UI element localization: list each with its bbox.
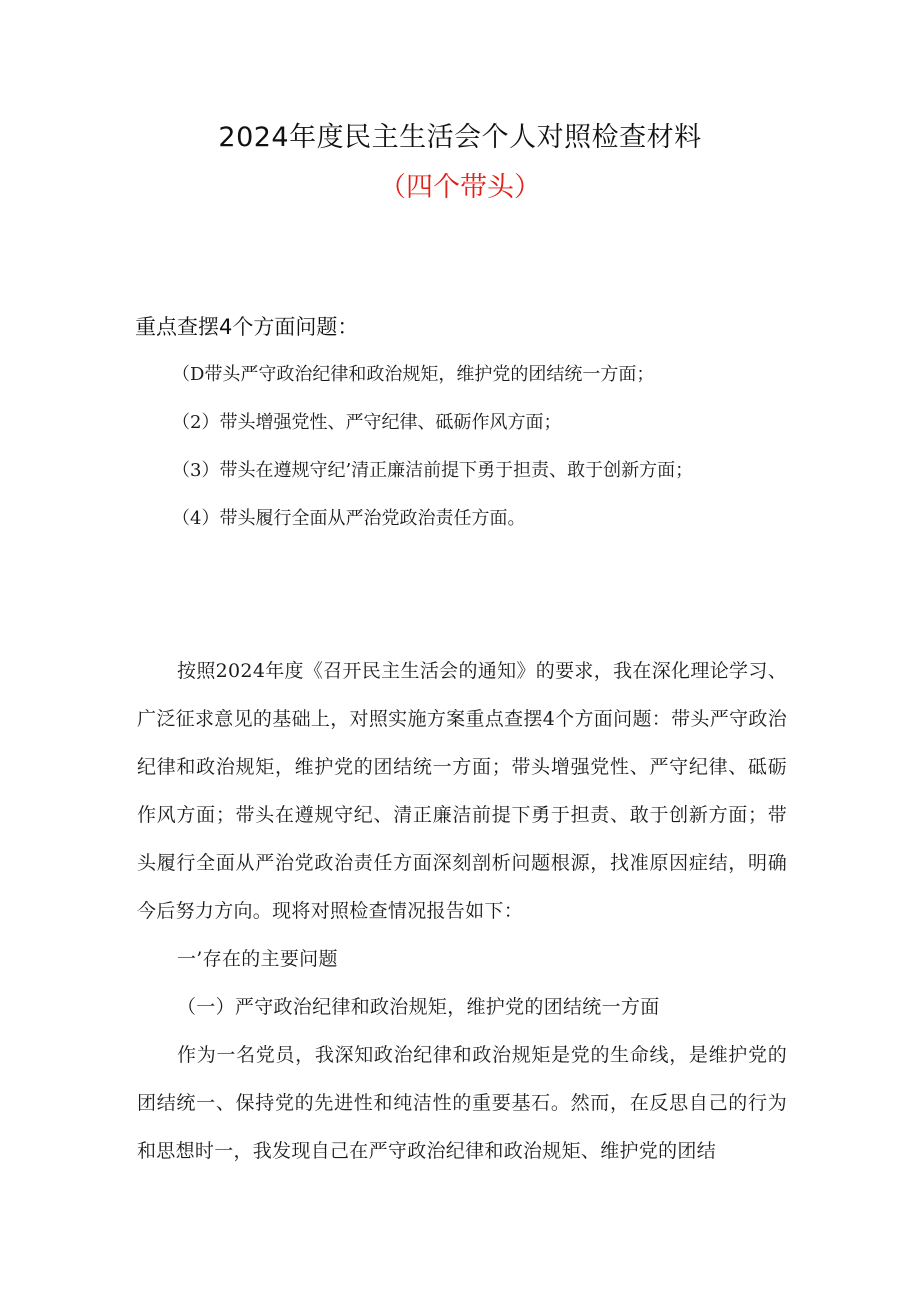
focus-item-2: （2）带头增强党性、严守纪律、砥砺作风方面； [172, 412, 562, 433]
focus-list [172, 360, 693, 552]
document-title: 2024年度民主生活会个人对照检查材料 [218, 122, 702, 153]
focus-item-1: （D带头严守政治纪律和政治规矩，维护党的团结统一方面； [172, 364, 655, 385]
focus-item-4: （4）带头履行全面从严治党政治责任方面。 [172, 508, 526, 529]
document-subtitle: （四个带头） [379, 172, 541, 203]
focus-item-3: （3）带头在遵规守纪’清正廉洁前提下勇于担责、敢于创新方面； [172, 460, 694, 481]
section-one-heading: 一’存在的主要问题 [177, 948, 338, 970]
body-paragraph: 作为一名党员，我深知政治纪律和政治规矩是党的生命线，是维护党的团结统一、保持党的先进性和纯洁性的重要基石。然而，在反思自己的行为和思想时一，我发现自己在严守政治纪律和政治规矩、维护党的团结 [137, 1044, 787, 1162]
focus-heading: 重点查摆4个方面问题： [135, 315, 359, 339]
intro-paragraph: 按照2024年度《召开民主生活会的通知》的要求，我在深化理论学习、广泛征求意见的基础上，对照实施方案重点查摆4个方面问题：带头严守政治纪律和政治规矩，维护党的团结统一方面；带头增强党性、严守纪律、砥砺作风方面；带头在遵规守纪、清正廉洁前提下勇于担责、敢于创新方面；带头履行全面从严治党政治责任方面深刻剖析问题根源，找准原因症结，明确今后努力方向。现将对照检查情况报告如下： [137, 660, 787, 922]
subsection-one-heading: （一）严守政治纪律和政治规矩，维护党的团结统一方面 [177, 996, 660, 1018]
document-body [137, 647, 787, 1175]
